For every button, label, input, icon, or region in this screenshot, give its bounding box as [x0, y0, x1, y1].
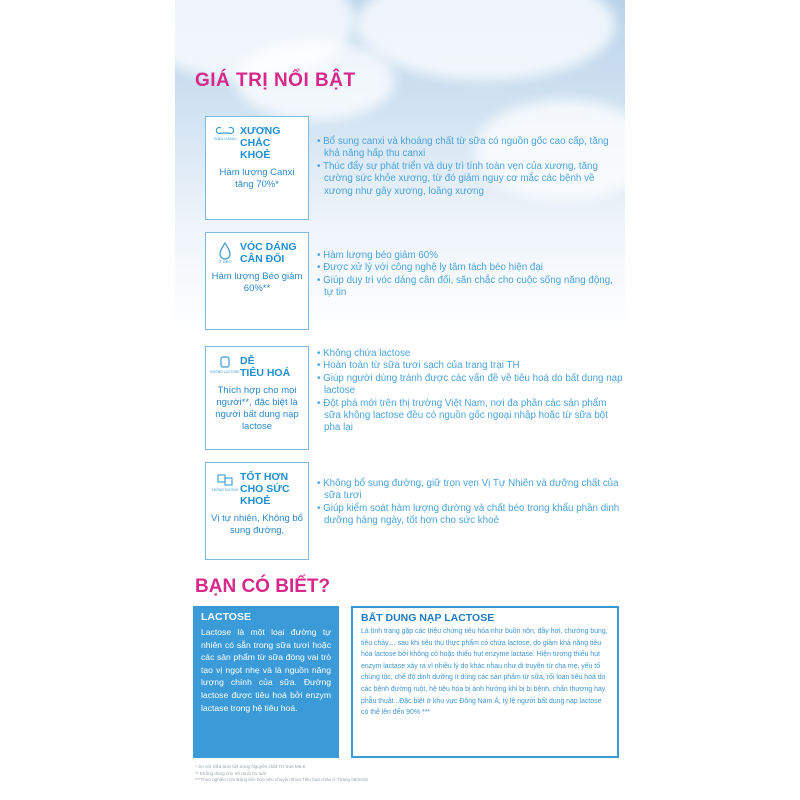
intolerance-box-text: Là tình trạng gặp các triệu chứng tiêu hóa như buồn nôn, đầy hơi, chướng bụng, tiêu chảy,... sau khi tiêu thụ thực phẩm có chứa lactose, do giảm khả năng tiêu hóa lactose bởi không có hoặc thiếu hụt enzyme lactase. Hiện tượng thiếu hụt enzym lactase xảy ra vì nhiều lý do khác nhau như di truyền từ cha mẹ, yếu tố chủng tộc, chế độ dinh dưỡng ít dùng các sản phẩm từ sữa, rối loạn tiêu hoá do các bệnh đường ruột, hệ tiêu hóa bị ảnh hưởng khi bị bị bệnh, chấn thương hay phẫu thuật...Đặc biệt ở khu vực Đông Nam Á, tỷ lệ người bất dung nạp lactose có thể lên đến 90% ***	[361, 628, 608, 717]
bullet-item: • Được xử lý với công nghệ ly tâm tách béo hiện đại	[317, 262, 543, 274]
fat-drop-icon	[214, 241, 236, 265]
feature-bullets	[317, 348, 623, 435]
bullet-item: • Bổ sung canxi và khoáng chất từ sữa có nguồn gốc cao cấp, tăng khả năng hấp thu canxi	[317, 136, 609, 160]
no-sugar-icon	[211, 471, 239, 495]
feature-card-no-sugar	[205, 462, 309, 560]
bullet-item: • Giúp kiểm soát hàm lượng đường và chất béo trong khẩu phần dinh dưỡng hàng ngày, tốt hơn cho sức khoẻ	[317, 502, 620, 527]
did-you-know-title: BẠN CÓ BIẾT?	[195, 576, 331, 597]
bullet-item: • Giúp người dùng tránh được các vấn đề về tiêu hoá do bất dung nạp lactose	[317, 372, 623, 397]
svg-text:KHÔNG LACTOSE: KHÔNG LACTOSE	[210, 370, 240, 374]
feature-summary: Hàm lượng Canxi tăng 70%*	[219, 167, 295, 190]
bone-icon	[214, 125, 236, 149]
bullet-item: • Đột phá mới trên thị trường Việt Nam, nơi đa phần các sản phẩm sữa không lactose đều có nguồn gốc ngoại nhập hoặc từ sữa bột pha lại	[317, 397, 608, 434]
footnotes	[195, 764, 368, 784]
bullet-item: • Không chứa lactose	[317, 348, 411, 359]
feature-card-fat	[205, 232, 309, 330]
lactose-box-title: LACTOSE	[201, 611, 251, 623]
intolerance-box-title: BẤT DUNG NẠP LACTOSE	[361, 612, 495, 624]
feature-bullets	[317, 250, 623, 300]
footnote: ***Theo nghiên cứu Bảng liên hợp tiêu chuyên khoa Tiêu hoá châu Á-Tháng 06/2018	[195, 777, 368, 782]
bullet-item: • Không bổ sung đường, giữ trọn vẹn Vị Tự Nhiên và dưỡng chất của sữa tươi	[317, 478, 619, 502]
cloud-decoration	[355, 0, 615, 80]
feature-title-line: CHẮC KHOẺ	[240, 137, 271, 161]
svg-text:GIÀU CANXI: GIÀU CANXI	[213, 136, 237, 141]
feature-summary: Hàm lượng Béo giảm 60%**	[211, 271, 303, 294]
feature-title-line: CÂN ĐỐI	[240, 253, 285, 265]
product-poster	[175, 0, 625, 800]
feature-card-lactose-free	[205, 346, 309, 450]
feature-summary: Vị tự nhiên, Không bổ sung đường,	[211, 513, 303, 536]
feature-title-line: XƯƠNG	[240, 125, 281, 137]
bullet-item: • Thúc đẩy sự phát triển và duy trì tính toàn vẹn của xương, tăng cường sức khỏe xương, từ đó giảm nguy cơ mắc các bệnh về xương như gãy xương, loãng xương	[317, 160, 598, 197]
lactose-box-text: Lactose là một loại đường tự nhiên có sẵn trong sữa tươi hoặc các sản phẩm từ sữa đóng vai trò tạo vị ngọt nhẹ và là nguồn năng lượng chính của sữa. Đường lactose được tiêu hoá bởi enzym lactase trong hệ tiêu hoá.	[201, 627, 331, 713]
feature-card-bone	[205, 116, 309, 220]
lactose-free-icon	[210, 355, 240, 379]
lactose-info-box	[193, 606, 339, 758]
section-title: GIÁ TRỊ NỔI BẬT	[195, 70, 356, 91]
feature-bullets	[317, 136, 623, 198]
feature-summary: Thích hợp cho mọi người**, đặc biệt là người bất dung nạp lactose	[215, 385, 299, 432]
footnote: * So với Sữa tươi tiệt trùng Nguyên chất TH true MILK	[195, 764, 306, 769]
feature-bullets	[317, 478, 623, 528]
feature-title-line: TỐT HƠN	[240, 471, 289, 483]
feature-title-line: VÓC DÁNG	[240, 241, 297, 253]
bullet-item: • Hoàn toàn từ sữa tươi sạch của trang trại TH	[317, 360, 520, 372]
feature-title-line: DỄ	[240, 355, 255, 367]
bullet-item: • Hàm lượng béo giảm 60%	[317, 250, 438, 261]
intolerance-info-box	[351, 606, 619, 758]
bullet-item: • Giúp duy trì vóc dáng cân đối, săn chắc cho cuộc sống năng động, tự tin	[317, 274, 613, 299]
footnote: ** Không dùng cho trẻ dưới 01 tuổi	[195, 770, 266, 776]
svg-text:KHÔNG ĐƯỜNG: KHÔNG ĐƯỜNG	[211, 488, 239, 492]
feature-title-line: CHO SỨC KHOẺ	[240, 483, 290, 507]
svg-text:ÍT BÉO: ÍT BÉO	[218, 259, 232, 264]
feature-title-line: TIÊU HOÁ	[240, 367, 291, 379]
